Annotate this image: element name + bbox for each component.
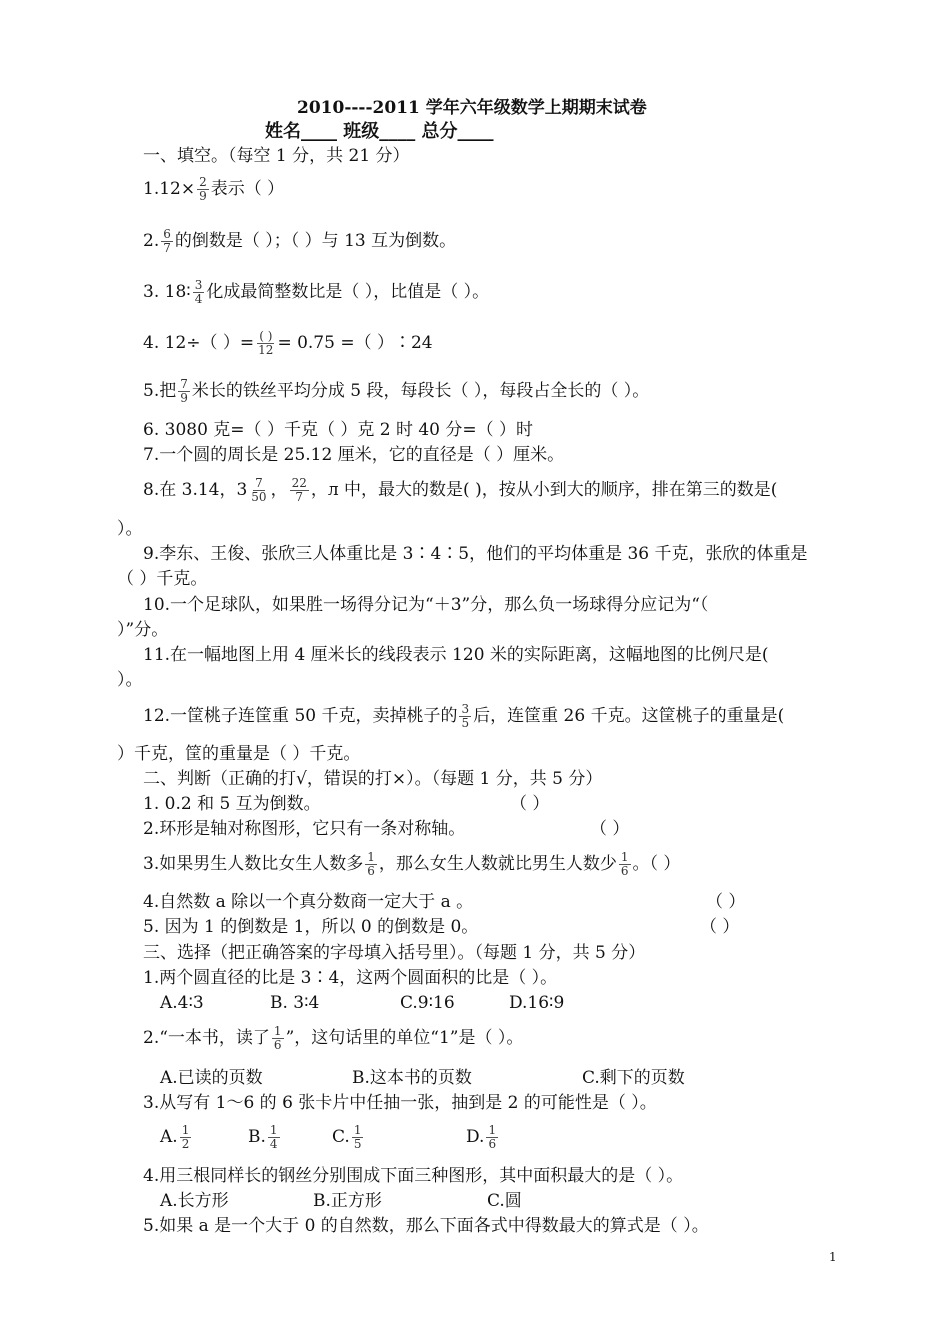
- option-label: B.: [248, 1127, 266, 1147]
- s2q3-fraction-2: [619, 851, 631, 878]
- s2q4-answer-bracket: （ ）: [706, 892, 746, 912]
- fraction-numerator: 7: [180, 377, 188, 391]
- s1q10-continuation: ）”分。: [117, 620, 169, 640]
- s3q1-option-d: D.16∶9: [509, 993, 565, 1013]
- fraction-numerator: 7: [255, 476, 263, 490]
- s1q5-fraction: [178, 378, 190, 405]
- s1q5-text-a: 5.把: [143, 381, 177, 401]
- s3-question-2: [143, 1025, 523, 1052]
- s3q3-option-a: [160, 1124, 193, 1151]
- s1-question-7: 7.一个圆的周长是 25.12 厘米，它的直径是（ ）厘米。: [143, 445, 565, 465]
- fraction-denominator: 6: [488, 1137, 497, 1151]
- s3q2-option-b: B.这本书的页数: [352, 1068, 472, 1088]
- option-label: A.: [160, 1127, 178, 1147]
- s1q1-text-a: 1.12×: [143, 179, 196, 199]
- s1q4-text-a: 4. 12÷（ ）=: [143, 333, 255, 353]
- fraction-numerator: ( ): [259, 329, 273, 343]
- s1q12-text-b: 后，连筐重 26 千克。这筐桃子的重量是(: [473, 706, 785, 726]
- s3-question-5: 5.如果 a 是一个大于 0 的自然数，那么下面各式中得数最大的算式是（ ）。: [143, 1216, 709, 1236]
- fraction-denominator: 5: [461, 716, 470, 730]
- s3-question-3: 3.从写有 1～6 的 6 张卡片中任抽一张，抽到是 2 的可能性是（ ）。: [143, 1093, 657, 1113]
- s3q2-text-a: 2.“一本书，读了: [143, 1028, 270, 1048]
- s3q2-fraction: [272, 1025, 284, 1052]
- student-info-line: 姓名____ 班级____ 总分____: [265, 121, 494, 142]
- fraction-numerator: 1: [273, 1024, 282, 1038]
- s2-question-4: 4.自然数 a 除以一个真分数商一定大于 a 。: [143, 892, 474, 912]
- fraction-numerator: 1: [488, 1123, 497, 1137]
- s2-question-2: 2.环形是轴对称图形，它只有一条对称轴。: [143, 819, 466, 839]
- option-label: D.: [466, 1127, 485, 1147]
- s1q2-text-a: 2.: [143, 231, 160, 251]
- s1q3-text-b: 化成最简整数比是（ ），比值是（ ）。: [206, 282, 490, 302]
- s2q3-text-b: ，那么女生人数就比男生人数少: [378, 854, 617, 874]
- fraction-denominator: 7: [163, 241, 171, 255]
- s1q1-fraction: [197, 176, 209, 203]
- s1q2-fraction: [161, 228, 173, 255]
- section1-heading: 一、填空。（每空 1 分，共 21 分）: [143, 146, 410, 166]
- s1q8-separator: ，: [270, 480, 288, 500]
- fraction-denominator: 4: [269, 1137, 278, 1151]
- fraction-denominator: 4: [194, 292, 203, 306]
- s1q1-text-b: 表示（ ）: [210, 179, 285, 199]
- s2q5-answer-bracket: （ ）: [700, 917, 740, 937]
- s1q12-text-a: 12.一筐桃子连筐重 50 千克，卖掉桃子的: [143, 706, 458, 726]
- s3-question-1: 1.两个圆直径的比是 3∶4，这两个圆面积的比是（ ）。: [143, 968, 558, 988]
- fraction-denominator: 12: [258, 343, 274, 357]
- s2q1-answer-bracket: （ ）: [510, 794, 550, 814]
- fraction-numerator: 3: [461, 702, 470, 716]
- fraction-denominator: 2: [181, 1137, 190, 1151]
- s3q2-text-b: ”，这句话里的单位“1”是（ ）。: [285, 1028, 524, 1048]
- s1q8-continuation: ）。: [117, 519, 143, 539]
- option-fraction: [180, 1124, 192, 1151]
- fraction-denominator: 50: [251, 490, 267, 504]
- option-label: C.: [332, 1127, 350, 1147]
- fraction-denominator: 9: [199, 189, 207, 203]
- s3q3-option-d: [466, 1124, 500, 1151]
- s1-question-2: [143, 228, 456, 255]
- s2q3-text-c: 。（ ）: [632, 854, 681, 874]
- option-fraction: [352, 1124, 364, 1151]
- s1q11-continuation: ）。: [117, 670, 143, 690]
- s3q3-option-b: [248, 1124, 282, 1151]
- s1-question-9: 9.李东、王俊、张欣三人体重比是 3∶4∶5，他们的平均体重是 36 千克，张欣的体重是: [143, 544, 808, 564]
- s1-question-1: [143, 176, 284, 203]
- fraction-numerator: 1: [353, 1123, 362, 1137]
- fraction-numerator: 1: [367, 850, 375, 864]
- fraction-numerator: 3: [194, 278, 203, 292]
- fraction-numerator: 6: [163, 227, 171, 241]
- option-fraction: [268, 1124, 280, 1151]
- s3q1-option-a: A.4∶3: [160, 993, 204, 1013]
- section2-heading: 二、判断（正确的打√，错误的打×）。（每题 1 分，共 5 分）: [143, 769, 603, 789]
- section3-heading: 三、选择（把正确答案的字母填入括号里）。（每题 1 分，共 5 分）: [143, 943, 646, 963]
- s1-question-8: [143, 477, 777, 504]
- option-fraction: [486, 1124, 498, 1151]
- fraction-denominator: 7: [295, 490, 304, 504]
- fraction-denominator: 9: [180, 391, 188, 405]
- s2q3-fraction-1: [365, 851, 377, 878]
- s1q9-continuation: （ ）千克。: [117, 569, 208, 589]
- s3q4-option-b: B.正方形: [313, 1191, 382, 1211]
- fraction-denominator: 6: [367, 864, 375, 878]
- fraction-numerator: 1: [269, 1123, 278, 1137]
- fraction-numerator: 2: [199, 175, 207, 189]
- s3q2-option-c: C.剩下的页数: [582, 1068, 685, 1088]
- s3q1-option-c: C.9∶16: [400, 993, 455, 1013]
- s3q2-option-a: A.已读的页数: [160, 1068, 263, 1088]
- s1-question-11: 11.在一幅地图上用 4 厘米长的线段表示 120 米的实际距离，这幅地图的比例尺是(: [143, 645, 769, 665]
- s1q12-fraction: [459, 703, 471, 730]
- s1-question-5: [143, 378, 649, 405]
- s3q3-option-c: [332, 1124, 365, 1151]
- fraction-denominator: 5: [353, 1137, 362, 1151]
- s3q4-option-a: A.长方形: [160, 1191, 229, 1211]
- s2q2-answer-bracket: （ ）: [590, 819, 630, 839]
- s1q12-continuation: ）千克，筐的重量是（ ）千克。: [117, 744, 361, 764]
- s1q5-text-b: 米长的铁丝平均分成 5 段，每段长（ ），每段占全长的（ ）。: [191, 381, 650, 401]
- s1-question-4: [143, 330, 433, 357]
- s1q4-fraction: [256, 330, 275, 357]
- fraction-denominator: 6: [273, 1038, 282, 1052]
- s3-question-4: 4.用三根同样长的钢丝分别围成下面三种图形，其中面积最大的是（ ）。: [143, 1166, 684, 1186]
- s2q3-text-a: 3.如果男生人数比女生人数多: [143, 854, 364, 874]
- page-number: 1: [829, 1250, 837, 1264]
- fraction-numerator: 1: [181, 1123, 190, 1137]
- fraction-numerator: 1: [620, 850, 629, 864]
- fraction-numerator: 22: [291, 476, 307, 490]
- s1q4-text-b: = 0.75 =（ ）∶24: [277, 333, 433, 353]
- s1q8-fraction-2: [290, 477, 309, 504]
- s1-question-12: [143, 703, 784, 730]
- s1q8-text-b: ，л 中，最大的数是( )，按从小到大的顺序，排在第三的数是(: [310, 480, 778, 500]
- s2-question-3: [143, 851, 680, 878]
- fraction-denominator: 6: [620, 864, 629, 878]
- s1q8-text-a: 8.在 3.14，3: [143, 480, 248, 500]
- s2-question-5: 5. 因为 1 的倒数是 1，所以 0 的倒数是 0。: [143, 917, 479, 937]
- s1-question-3: [143, 279, 489, 306]
- s1-question-10: 10.一个足球队，如果胜一场得分记为“＋3”分，那么负一场球得分应记为“（: [143, 595, 709, 615]
- s3q4-option-c: C.圆: [487, 1191, 522, 1211]
- s1q3-fraction: [193, 279, 205, 306]
- s1q2-text-b: 的倒数是（ ）；（ ）与 13 互为倒数。: [174, 231, 457, 251]
- s2-question-1: 1. 0.2 和 5 互为倒数。: [143, 794, 321, 814]
- s1-question-6: 6. 3080 克=（ ）千克（ ）克 2 时 40 分=（ ）时: [143, 420, 534, 440]
- s1q8-fraction-1: [249, 477, 268, 504]
- s3q1-option-b: B. 3∶4: [270, 993, 320, 1013]
- s1q3-text-a: 3. 18∶: [143, 282, 191, 302]
- exam-title: 2010----2011 学年六年级数学上期期末试卷: [297, 98, 647, 118]
